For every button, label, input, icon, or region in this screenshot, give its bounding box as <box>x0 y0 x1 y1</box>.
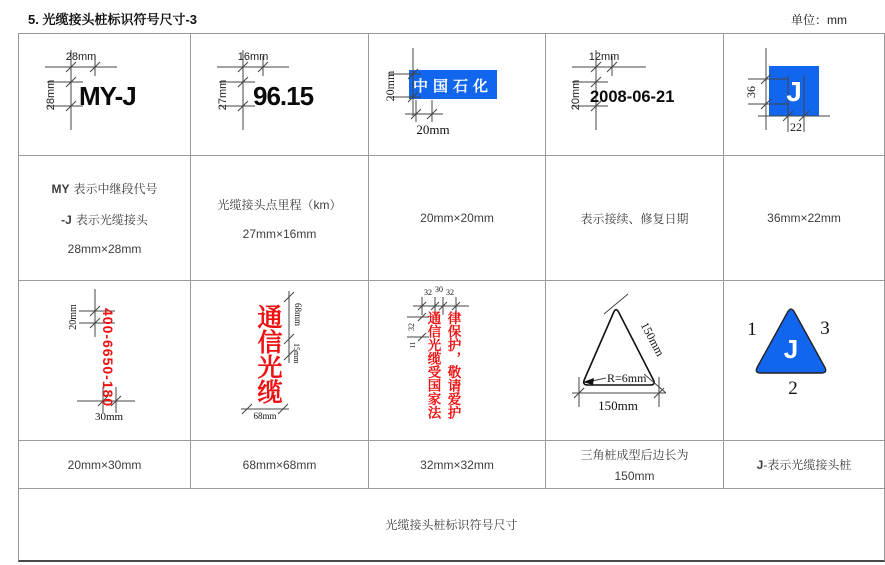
dim-left-label: 36 <box>744 86 758 98</box>
desc-size: 27mm×16mm <box>242 226 317 241</box>
symbol-dimension-table <box>18 33 885 562</box>
cell-size-hotline <box>19 441 191 489</box>
desc-size: 68mm×68mm <box>242 457 317 472</box>
symbol-text-j: J <box>783 334 799 364</box>
symbol-text-date: 2008-06-21 <box>590 88 675 106</box>
cell-diagram-hotline <box>19 281 191 441</box>
cell-diagram-myj <box>19 34 191 156</box>
repair-date-diagram <box>546 34 724 156</box>
cell-diagram-j-square <box>724 34 884 156</box>
mileage-diagram <box>191 34 369 156</box>
j-square-diagram <box>724 34 884 156</box>
side-length-label: 150mm <box>637 319 668 359</box>
cell-diagram-j-triangle <box>724 281 884 441</box>
corner-number-2: 2 <box>788 378 798 399</box>
cell-diagram-law-notice <box>369 281 546 441</box>
dim-left2-label: 11 <box>409 341 417 349</box>
code-j: -J <box>61 213 72 227</box>
code-my: MY <box>51 182 70 196</box>
symbol-text-j: J <box>786 76 802 107</box>
dim-side2-label: 15mm <box>292 343 301 364</box>
symbol-text-hotline: 400-6650-180 <box>100 308 116 408</box>
cell-diagram-triangle-outline <box>546 281 724 441</box>
corner-number-3: 3 <box>820 318 830 339</box>
unit-label: 单位：mm <box>791 13 847 27</box>
cell-desc-triangle <box>546 441 724 489</box>
cell-desc-date <box>546 156 724 281</box>
cell-desc-myj <box>19 156 191 281</box>
dim-left-label: 20mm <box>383 70 397 102</box>
desc-size: 20mm×30mm <box>67 457 142 472</box>
dim-top-label: 28mm <box>65 51 97 63</box>
desc-text: 表示光缆接头 <box>75 213 148 227</box>
desc-line <box>757 456 852 473</box>
cell-size-cable-label <box>191 441 369 489</box>
code-j: J <box>756 458 764 472</box>
dim-bottom-label: 30mm <box>94 411 124 423</box>
dim-bottom-label: 20mm <box>416 122 450 137</box>
dim-top2-label: 30 <box>435 285 443 294</box>
bottom-length-label: 150mm <box>598 398 638 413</box>
dim-side-label: 68mm <box>293 303 303 327</box>
dim-top3-label: 32 <box>446 288 454 297</box>
dim-left-label: 27mm <box>217 79 229 111</box>
cell-diagram-date <box>546 34 724 156</box>
desc-size: 28mm×28mm <box>67 242 142 256</box>
sinopec-plate-diagram <box>369 34 546 156</box>
desc-line <box>61 211 148 228</box>
cell-desc-j-square <box>724 156 884 281</box>
desc-size: 32mm×32mm <box>420 457 494 472</box>
corner-number-1: 1 <box>747 319 757 340</box>
radius-label: R=6mm <box>607 371 647 385</box>
page-title: 5. 光缆接头桩标识符号尺寸-3 <box>28 12 198 27</box>
dim-left-label: 20mm <box>570 79 582 111</box>
cell-desc-mileage <box>191 156 369 281</box>
table-footer <box>19 489 884 560</box>
symbol-text-cable: 通信光缆 <box>254 304 282 404</box>
desc-line: 光缆接头点里程（km） <box>217 197 342 212</box>
desc-text: -表示光缆接头桩 <box>763 458 852 472</box>
dim-bottom-label: 22 <box>790 120 802 134</box>
dim-top1-label: 32 <box>424 288 432 297</box>
symbol-text-mileage: 96.15 <box>253 81 314 111</box>
desc-line: 表示接续、修复日期 <box>580 211 689 226</box>
cell-diagram-sinopec <box>369 34 546 156</box>
triangle-outline-diagram <box>546 281 724 441</box>
dim-top-label: 12mm <box>588 51 620 63</box>
cell-desc-j-triangle <box>724 441 884 489</box>
cell-size-law-notice <box>369 441 546 489</box>
desc-line <box>51 180 157 197</box>
dim-bottom-label: 68mm <box>253 411 277 421</box>
footer-text: 光缆接头桩标识符号尺寸 <box>385 518 518 532</box>
dim-left1-label: 32 <box>407 323 416 331</box>
dim-left-label: 28mm <box>45 79 57 111</box>
desc-text: 表示中继段代号 <box>73 182 158 196</box>
desc-line: 三角桩成型后边长为 <box>580 448 689 462</box>
symbol-text-law-left: 通信光缆受国家法 <box>425 311 441 419</box>
desc-size: 36mm×22mm <box>767 211 841 225</box>
cell-diagram-mileage <box>191 34 369 156</box>
desc-line: 150mm <box>614 469 655 483</box>
cell-diagram-cable-label <box>191 281 369 441</box>
symbol-text-sinopec: 中国石化 <box>412 78 494 95</box>
symbol-text-myj: MY-J <box>79 81 136 111</box>
desc-size: 20mm×20mm <box>420 211 494 225</box>
cell-desc-sinopec <box>369 156 546 281</box>
dim-top-label: 20mm <box>68 304 79 330</box>
myj-diagram <box>19 34 191 156</box>
j-triangle-diagram <box>724 281 884 441</box>
dim-top-label: 16mm <box>237 51 269 63</box>
symbol-text-law-right: 律保护，敬请爱护 <box>445 311 461 419</box>
